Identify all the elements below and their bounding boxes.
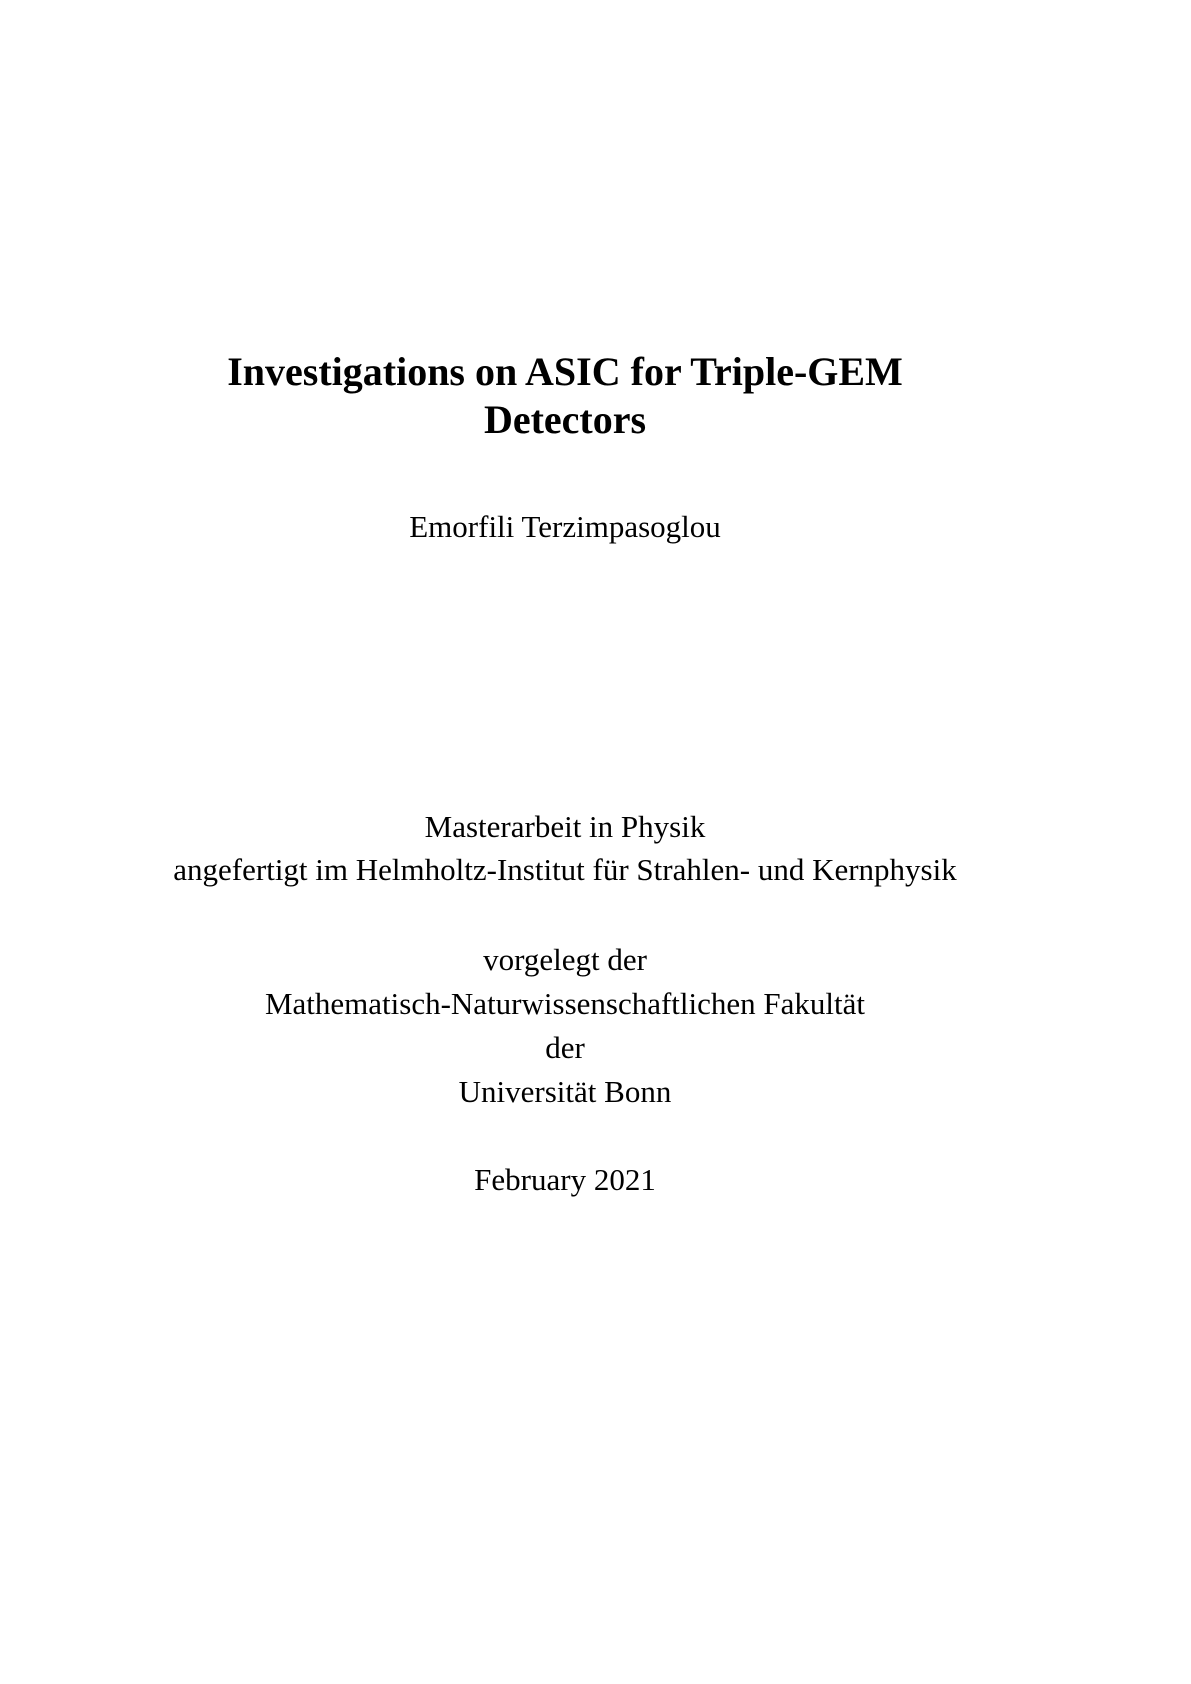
thesis-institute: angefertigt im Helmholtz-Institut für Strahlen- und Kernphysik — [173, 852, 957, 887]
submission-university: Universität Bonn — [458, 1074, 672, 1109]
thesis-title-line-2: Detectors — [483, 397, 647, 442]
author-name: Emorfili Terzimpasoglou — [409, 509, 721, 544]
thesis-title — [0, 348, 1130, 444]
thesis-title-line-1: Investigations on ASIC for Triple-GEM — [227, 349, 903, 394]
submission-statement — [0, 938, 1130, 1114]
submission-line-3: der — [545, 1030, 585, 1065]
submission-date: February 2021 — [474, 1162, 656, 1197]
thesis-degree: Masterarbeit in Physik — [424, 809, 706, 844]
submission-line-1: vorgelegt der — [483, 942, 647, 977]
submission-faculty: Mathematisch-Naturwissenschaftlichen Fakultät — [264, 986, 866, 1021]
thesis-type — [0, 805, 1130, 891]
